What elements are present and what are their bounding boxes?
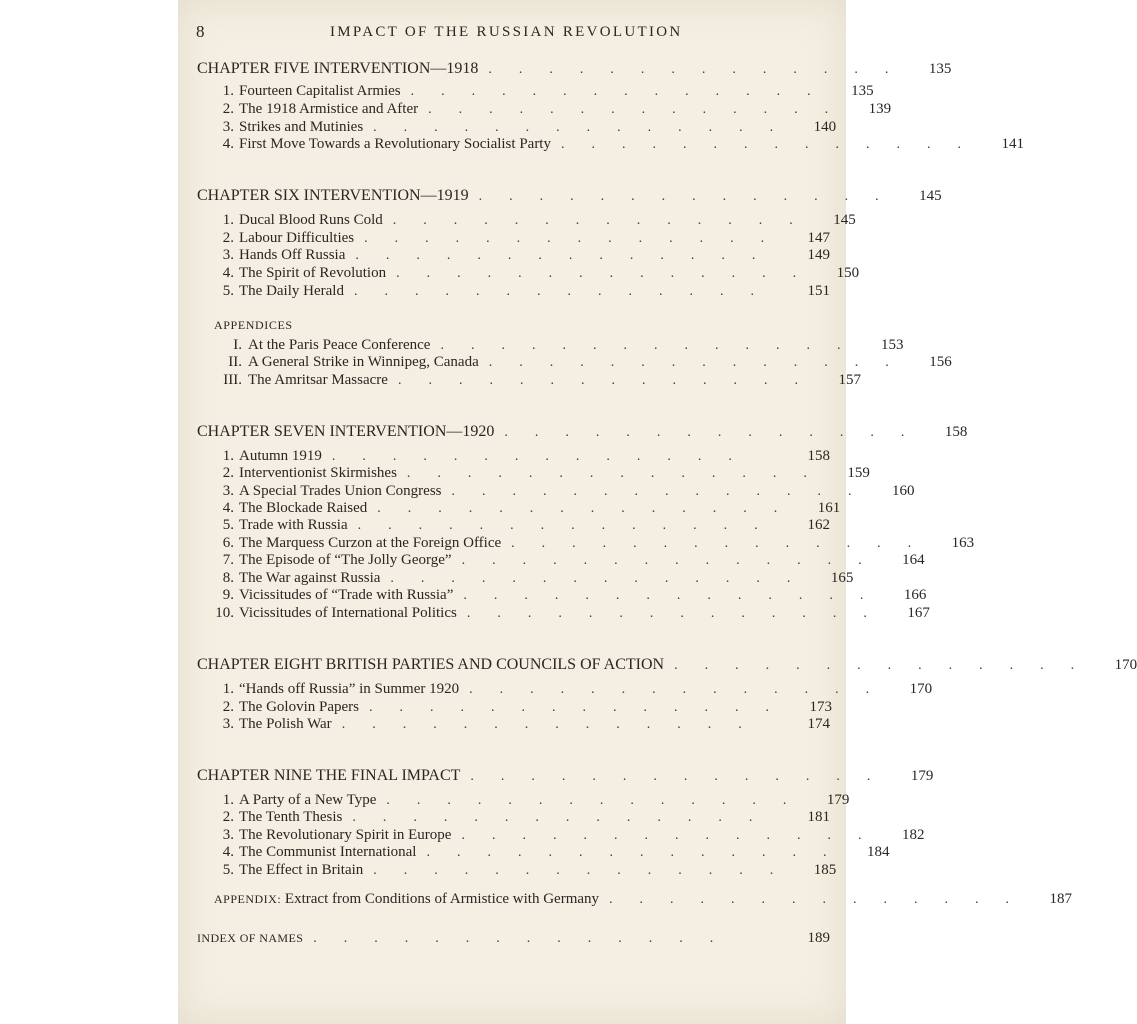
leader-dots: .............. (511, 536, 939, 551)
page-ref: 157 (838, 372, 861, 388)
index-label: INDEX OF NAMES (197, 931, 304, 945)
page-ref: 185 (813, 862, 837, 878)
entry-number: 4. (222, 136, 234, 152)
page-ref: 156 (929, 354, 952, 370)
entry-number: 1. (222, 212, 234, 228)
appendix-title: Extract from Conditions of Armistice with Germany (281, 891, 600, 907)
chapter-title: CHAPTER FIVE INTERVENTION—1918 (197, 60, 479, 77)
page-ref: 181 (807, 809, 830, 825)
entry-title: First Move Towards a Revolutionary Socialist Party (239, 136, 551, 152)
entry-number: 1. (222, 681, 234, 697)
entry-title: A Special Trades Union Congress (239, 483, 442, 499)
entry-number: 2. (222, 699, 234, 715)
page-ref: 158 (944, 424, 968, 440)
entry-number: 5. (222, 283, 234, 299)
entry-title: Interventionist Skirmishes (239, 465, 397, 481)
leader-dots: .............. (560, 137, 988, 152)
toc-entry (178, 265, 860, 283)
leader-dots: .............. (469, 682, 897, 697)
leader-dots: .............. (313, 931, 741, 946)
page-ref: 161 (817, 500, 841, 516)
toc-entry (178, 230, 830, 248)
chapter-title: CHAPTER SEVEN INTERVENTION—1920 (197, 423, 495, 440)
entry-title: Trade with Russia (239, 517, 348, 533)
page-ref: 158 (807, 448, 830, 464)
leader-dots: .............. (355, 248, 783, 263)
leader-dots: .............. (461, 828, 889, 843)
leader-dots: .............. (674, 658, 1102, 673)
page-ref: 179 (910, 768, 934, 784)
chapter-six-heading (178, 187, 942, 207)
toc-entry (178, 605, 930, 623)
entry-title: The Effect in Britain (239, 862, 364, 878)
entry-number: 3. (222, 119, 234, 135)
entry-number: 4. (222, 844, 234, 860)
page-header (196, 22, 836, 46)
leader-dots: .............. (377, 501, 805, 516)
toc-entry (178, 500, 841, 518)
page-ref: 184 (866, 844, 890, 860)
leader-dots: .............. (331, 449, 759, 464)
toc-entry (178, 517, 830, 535)
chapter-title: CHAPTER EIGHT BRITISH PARTIES AND COUNCILS OF ACTION (197, 656, 665, 673)
page-ref: 166 (903, 587, 927, 603)
page-ref: 151 (807, 283, 830, 299)
toc-entry (178, 337, 904, 355)
entry-title: A General Strike in Winnipeg, Canada (248, 354, 479, 370)
index-entry (178, 930, 830, 948)
leader-dots: .............. (426, 845, 854, 860)
page-ref: 149 (807, 247, 830, 263)
running-title: IMPACT OF THE RUSSIAN REVOLUTION (330, 24, 683, 40)
entry-number: 4. (222, 265, 234, 281)
entry-number: 2. (222, 230, 234, 246)
entry-number: 10. (215, 605, 234, 621)
page-ref: 150 (836, 265, 860, 281)
entry-title: Vicissitudes of “Trade with Russia” (239, 587, 454, 603)
entry-number: 7. (222, 552, 234, 568)
entry-title: The Episode of “The Jolly George” (239, 552, 452, 568)
page-ref: 179 (826, 792, 850, 808)
entry-title: The Marquess Curzon at the Foreign Office (239, 535, 502, 551)
toc-entry (178, 535, 975, 553)
leader-dots: .............. (364, 231, 792, 246)
entry-number: 5. (222, 517, 234, 533)
entry-number: 3. (222, 716, 234, 732)
page-ref: 145 (919, 188, 942, 204)
toc-entry (178, 119, 837, 137)
leader-dots: .............. (461, 553, 889, 568)
chapter-seven-heading (178, 423, 968, 443)
leader-dots: .............. (341, 717, 769, 732)
entry-title: At the Paris Peace Conference (248, 337, 431, 353)
leader-dots: .............. (352, 810, 780, 825)
toc-entry (178, 212, 856, 230)
entry-title: The Blockade Raised (239, 500, 368, 516)
leader-dots: .............. (392, 213, 820, 228)
toc-entry (178, 827, 925, 845)
toc-entry (178, 587, 927, 605)
entry-title: Hands Off Russia (239, 247, 346, 263)
page-ref: 164 (902, 552, 925, 568)
page-ref: 167 (907, 605, 930, 621)
toc-entry (178, 483, 915, 501)
entry-title: The 1918 Armistice and After (239, 101, 419, 117)
leader-dots: .............. (390, 571, 818, 586)
toc-entry (178, 101, 892, 119)
entry-title: A Party of a New Type (239, 792, 377, 808)
leader-dots: .............. (470, 769, 898, 784)
leader-dots: .............. (368, 700, 796, 715)
toc-entry (178, 792, 850, 810)
entry-number: 1. (222, 792, 234, 808)
toc-entry (178, 83, 874, 101)
entry-number: II. (228, 354, 242, 370)
entry-number: 2. (222, 809, 234, 825)
leader-dots: .............. (373, 120, 801, 135)
chapter-eight-heading (178, 656, 1137, 676)
leader-dots: .............. (466, 606, 894, 621)
entry-title: Strikes and Mutinies (239, 119, 364, 135)
toc-entry (178, 465, 870, 483)
toc-entry (178, 247, 830, 265)
entry-title: The Communist International (239, 844, 417, 860)
entry-number: 6. (222, 535, 234, 551)
entry-title: The Daily Herald (239, 283, 344, 299)
entry-title: “Hands off Russia” in Summer 1920 (239, 681, 460, 697)
entry-number: 5. (222, 862, 234, 878)
toc-entry (178, 448, 830, 466)
entry-title: The Golovin Papers (239, 699, 359, 715)
page-ref: 140 (813, 119, 837, 135)
leader-dots: .............. (357, 518, 785, 533)
leader-dots: .............. (397, 373, 825, 388)
page-ref: 182 (901, 827, 925, 843)
toc-entry (178, 699, 830, 717)
leader-dots: .............. (609, 892, 1037, 907)
leader-dots: .............. (396, 266, 824, 281)
page-ref: 170 (909, 681, 933, 697)
leader-dots: .............. (406, 466, 834, 481)
entry-title: Autumn 1919 (239, 448, 322, 464)
toc-entry (178, 372, 861, 390)
entry-number: 3. (222, 483, 234, 499)
leader-dots: .............. (440, 338, 868, 353)
page-ref: 139 (868, 101, 892, 117)
entry-title: Vicissitudes of International Politics (239, 605, 457, 621)
entry-title: The Spirit of Revolution (239, 265, 387, 281)
entry-number: 1. (222, 83, 234, 99)
leader-dots: .............. (463, 588, 891, 603)
leader-dots: .............. (451, 484, 879, 499)
page-ref: 145 (833, 212, 856, 228)
entry-number: III. (223, 372, 242, 388)
entry-title: The Tenth Thesis (239, 809, 343, 825)
leader-dots: .............. (504, 425, 932, 440)
page-ref: 173 (809, 699, 832, 715)
leader-dots: .............. (373, 863, 801, 878)
leader-dots: .............. (488, 355, 916, 370)
toc-entry (178, 552, 925, 570)
chapter-nine-heading (178, 767, 934, 787)
page-ref: 189 (807, 930, 830, 946)
appendices-label: APPENDICES (214, 318, 293, 332)
page-ref: 159 (847, 465, 870, 481)
entry-number: 9. (222, 587, 234, 603)
page-ref: 147 (807, 230, 830, 246)
toc-entry (178, 844, 890, 862)
page-ref: 160 (892, 483, 915, 499)
page-ref: 165 (830, 570, 854, 586)
entry-number: 3. (222, 827, 234, 843)
page-ref: 174 (807, 716, 830, 732)
entry-title: The War against Russia (239, 570, 381, 586)
entry-title: Labour Difficulties (239, 230, 355, 246)
entry-title: The Amritsar Massacre (248, 372, 388, 388)
page-number: 8 (196, 22, 205, 41)
entry-number: 3. (222, 247, 234, 263)
chapter-title: CHAPTER NINE THE FINAL IMPACT (197, 767, 461, 784)
entry-title: The Revolutionary Spirit in Europe (239, 827, 452, 843)
toc-entry (178, 570, 854, 588)
chapter-five-heading (178, 60, 952, 80)
toc-entry (178, 681, 933, 699)
entry-number: I. (233, 337, 242, 353)
page-ref: 135 (851, 83, 874, 99)
leader-dots: .............. (410, 84, 838, 99)
page-ref: 141 (1001, 136, 1024, 152)
chapter-title: CHAPTER SIX INTERVENTION—1919 (197, 187, 469, 204)
leader-dots: .............. (386, 793, 814, 808)
toc-entry (178, 809, 830, 827)
toc-entry (178, 862, 837, 880)
leader-dots: .............. (488, 62, 916, 77)
leader-dots: .............. (428, 102, 856, 117)
appendix-label: APPENDIX: (214, 892, 282, 906)
appendix-text (178, 891, 599, 908)
page-ref: 135 (928, 61, 952, 77)
entry-number: 2. (222, 101, 234, 117)
leader-dots: .............. (353, 284, 781, 299)
page-ref: 170 (1114, 657, 1137, 673)
toc-entry (178, 716, 830, 734)
page-ref: 153 (880, 337, 904, 353)
entry-title: Fourteen Capitalist Armies (239, 83, 401, 99)
page-ref: 187 (1049, 891, 1073, 907)
page-ref: 163 (951, 535, 975, 551)
appendix-entry (178, 891, 1073, 909)
entry-number: 1. (222, 448, 234, 464)
toc-entry (178, 354, 952, 372)
entry-number: 2. (222, 465, 234, 481)
entry-title: Ducal Blood Runs Cold (239, 212, 383, 228)
entry-number: 8. (222, 570, 234, 586)
toc-entry (178, 136, 1024, 154)
book-page (178, 0, 1137, 1024)
page-ref: 162 (807, 517, 830, 533)
leader-dots: .............. (478, 189, 906, 204)
toc-entry (178, 283, 830, 301)
entry-title: The Polish War (239, 716, 332, 732)
entry-number: 4. (222, 500, 234, 516)
